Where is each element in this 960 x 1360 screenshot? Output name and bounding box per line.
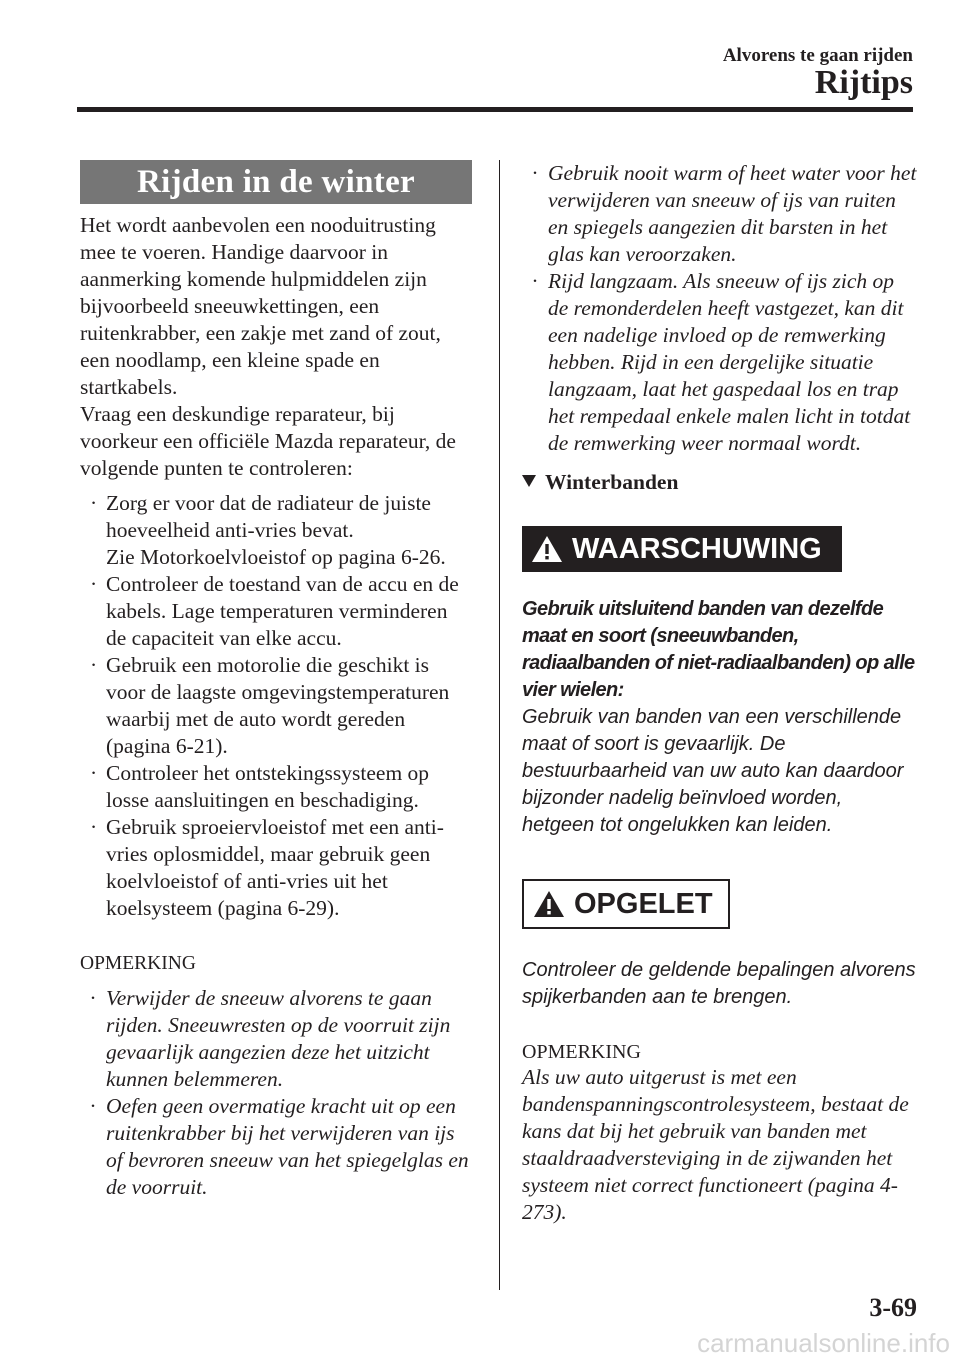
intro-paragraph: Het wordt aanbevolen een nooduitrusting mee te voeren. Handige daarvoor in aanmerking komende hulpmiddelen zijn bijvoorbeeld sneeuwkettingen, een ruitenkrabber, een zakje met zand of zout, een noodlamp, een kleine spade en startkabels. [80,213,441,399]
warning-bold-text: Gebruik uitsluitend banden van dezelfde maat en soort (sneeuwbanden, radiaalbanden of niet-radiaalbanden) op alle vier wielen: [522,598,915,701]
caution-box [522,879,730,929]
warning-body-text: Gebruik van banden van een verschillende maat of soort is gevaarlijk. De bestuurbaarheid van uw auto kan daardoor bijzonder nadelig beïnvloed worden, hetgeen tot ongelukken kan leiden. [522,706,904,836]
note-list-continued [522,160,917,457]
caution-icon [532,889,566,919]
bullet-dot: · [90,653,98,677]
note-list [80,985,472,1201]
list-item-text: Controleer het ontstekingssysteem op losse aansluitingen en beschadiging. [106,761,430,812]
note-label: OPMERKING [80,953,196,974]
bullet-dot: · [90,1094,96,1118]
bullet-dot: · [532,161,538,185]
list-item-text: Rijd langzaam. Als sneeuw of ijs zich op de remonderdelen heeft vastgezet, kan dit een nadelige invloed op de remwerking hebben. Rijd in een dergelijke situatie langzaam, laat het gaspedaal los en trap het rempedaal enkele malen licht in totdat de remwerking weer normaal wordt. [548,269,911,455]
bullet-dot: · [532,269,538,293]
list-item [522,268,917,457]
bullet-dot: · [90,986,96,1010]
list-item-text: Gebruik sproeiervloeistof met een anti-vries oplosmiddel, maar gebruik geen koelvloeistof of anti-vries uit het koelsysteem (pagina 6-29). [106,815,444,920]
warning-label: WAARSCHUWING [572,532,822,565]
column-divider [499,160,500,1290]
list-item [80,490,472,571]
caution-label: OPGELET [574,887,713,920]
list-item-text: Controleer de toestand van de accu en de kabels. Lage temperaturen verminderen de capaciteit van elke accu. [106,572,459,650]
list-item [80,571,472,652]
header-rule [77,107,913,112]
header-kicker: Alvorens te gaan rijden [722,45,913,66]
warning-icon [530,534,564,564]
list-item [80,985,472,1093]
list-item-text: Gebruik nooit warm of heet water voor het verwijderen van sneeuw of ijs van ruiten en spiegels aangezien dit barsten in het glas kan veroorzaken. [548,161,917,266]
warning-box [522,526,842,572]
note-label-2: OPMERKING [522,1041,641,1063]
intro-paragraph-2: Vraag een deskundige reparateur, bij voorkeur een officiële Mazda reparateur, de volgende punten te controleren: [80,402,456,480]
page-title: Rijtips [814,64,913,101]
list-item-text: Gebruik een motorolie die geschikt is voor de laagste omgevingstemperaturen waarbij met de auto wordt gereden (pagina 6-21). [106,653,450,758]
caution-body-text: Controleer de geldende bepalingen alvorens spijkerbanden aan te brengen. [522,959,916,1008]
list-item-text: Oefen geen overmatige kracht uit op een ruitenkrabber bij het verwijderen van ijs of bevroren sneeuw van het spiegelglas en de voorruit. [106,1094,469,1199]
list-item-text: Verwijder de sneeuw alvorens te gaan rijden. Sneeuwresten op de voorruit zijn gevaarlijk aangezien deze het uitzicht kunnen belemmeren. [106,986,451,1091]
bullet-dot: · [90,815,98,839]
bullet-dot: · [90,491,98,515]
list-item [80,760,472,814]
right-column [522,160,917,1226]
bullet-dot: · [90,761,98,785]
list-item [80,1093,472,1201]
left-column [80,160,472,1201]
page-number: 3-69 [869,1293,917,1322]
watermark: carmanualsonline.info [697,1328,950,1358]
list-item [522,160,917,268]
triangle-marker-icon [522,475,536,487]
list-item-text: Zorg er voor dat de radiateur de juiste hoeveelheid anti-vries bevat. Zie Motorkoelvloeistof op pagina 6-26. [106,491,446,569]
note-body-2: Als uw auto uitgerust is met een bandenspanningscontrolesysteem, bestaat de kans dat bij het gebruik van banden met staaldraadversteviging in de zijwanden het systeem niet correct functioneert (pagina 4-273). [522,1065,909,1224]
list-item [80,652,472,760]
subsection-title: Winterbanden [545,470,679,494]
bullet-dot: · [90,572,98,596]
section-title: Rijden in de winter [80,160,472,204]
subsection-heading [522,469,917,496]
list-item [80,814,472,922]
check-list [80,490,472,922]
